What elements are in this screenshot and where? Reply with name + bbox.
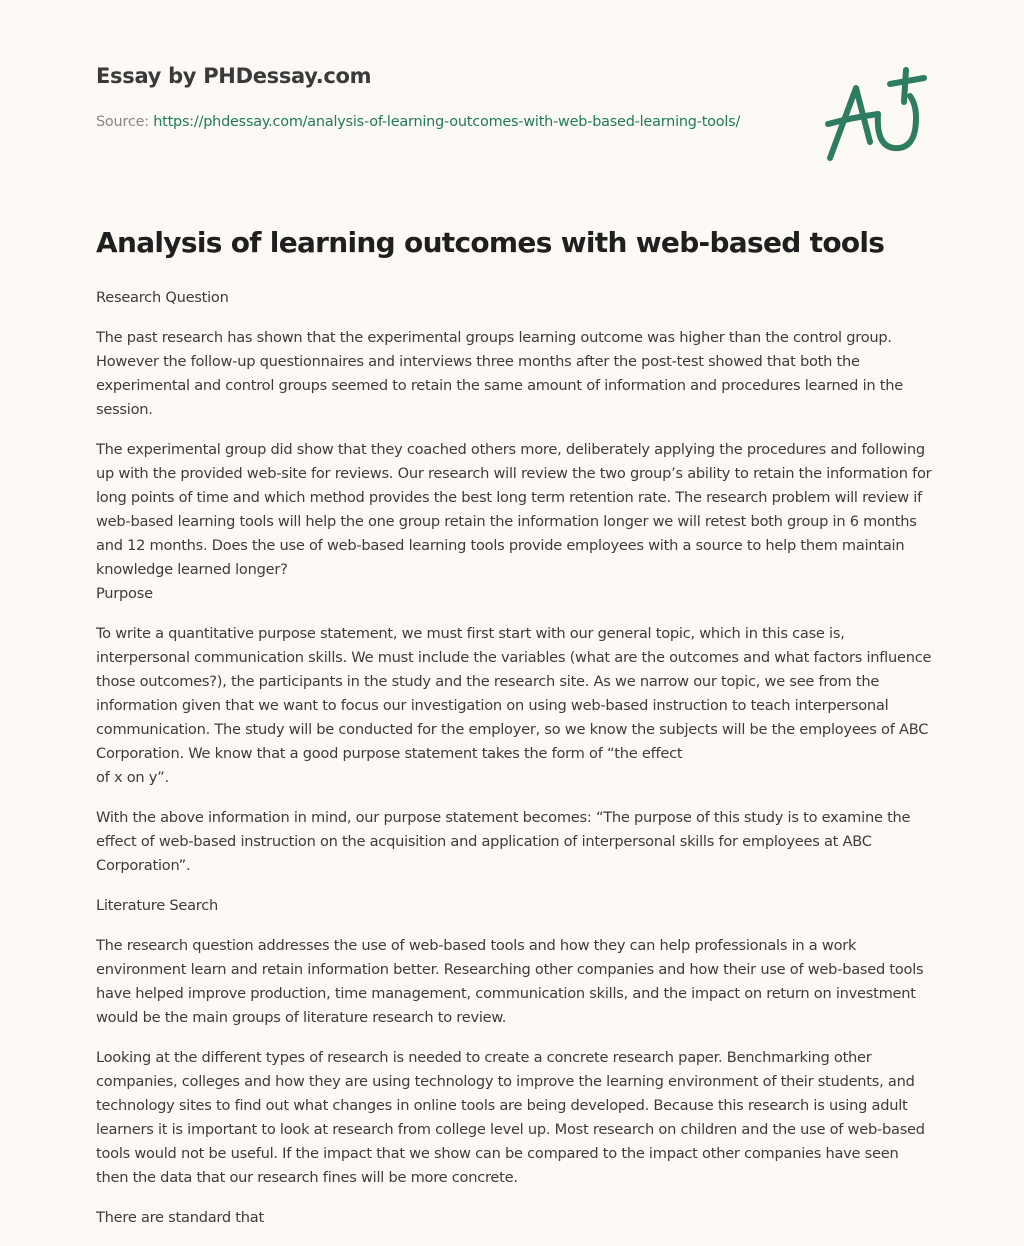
paragraph: To write a quantitative purpose statement, we must first start with our general topic, which in this case is, interpersonal communication skills. We must include the variables (what are the outcomes and what factors influence those outcomes?), the participants in the study and the research site. As we narrow our topic, we see from the information given that we want to focus our investigation on using web-based instruction to teach interpersonal communication. The study will be conducted for the employer, so we know the subjects will be the employees of ABC Corporation. We know that a good purpose statement takes the form of “the effect [96, 625, 932, 762]
source-label: Source: [96, 114, 149, 130]
site-brand: Essay by PHDessay.com [96, 64, 372, 88]
section-heading-research-question: Research Question [96, 289, 229, 306]
paragraph-continuation: of x on y”. [96, 769, 169, 786]
paragraph: The past research has shown that the experimental groups learning outcome was higher than the control group. However the follow-up questionnaires and interviews three months after the post-test showed that both the experimental and control groups seemed to retain the same amount of information and procedures learned in the session. [96, 329, 903, 418]
paragraph: With the above information in mind, our purpose statement becomes: “The purpose of this study is to examine the effect of web-based instruction on the acquisition and application of interpersonal skills for employees at ABC Corporation”. [96, 809, 911, 874]
paragraph-truncated: There are standard that [96, 1209, 264, 1226]
section-heading-literature-search: Literature Search [96, 897, 218, 914]
source-link[interactable]: https://phdessay.com/analysis-of-learning-outcomes-with-web-based-learning-tools/ [153, 114, 741, 130]
essay-body [96, 286, 932, 1246]
paragraph: Looking at the different types of research is needed to create a concrete research paper. Benchmarking other companies, colleges and how they are using technology to improve the learning environment of their students, and technology sites to find out what changes in online tools are being developed. Because this research is using adult learners it is important to look at research from college level up. Most research on children and the use of web-based tools would not be useful. If the impact that we show can be compared to the impact other companies have seen then the data that our research fines will be more concrete. [96, 1049, 925, 1186]
a-plus-grade-icon [820, 66, 930, 166]
paragraph: The research question addresses the use of web-based tools and how they can help professionals in a work environment learn and retain information better. Researching other companies and how their use of web-based tools have helped improve production, time management, communication skills, and the impact on return on investment would be the main groups of literature research to review. [96, 937, 924, 1026]
source-line [96, 110, 756, 134]
section-heading-purpose: Purpose [96, 585, 153, 602]
paragraph: The experimental group did show that they coached others more, deliberately applying the procedures and following up with the provided web-site for reviews. Our research will review the two group’s ability to retain the information for long points of time and which method provides the best long term retention rate. The research problem will review if web-based learning tools will help the one group retain the information longer we will retest both group in 6 months and 12 months. Does the use of web-based learning tools provide employees with a source to help them maintain knowledge learned longer? [96, 441, 932, 578]
essay-title: Analysis of learning outcomes with web-based tools [96, 226, 885, 259]
